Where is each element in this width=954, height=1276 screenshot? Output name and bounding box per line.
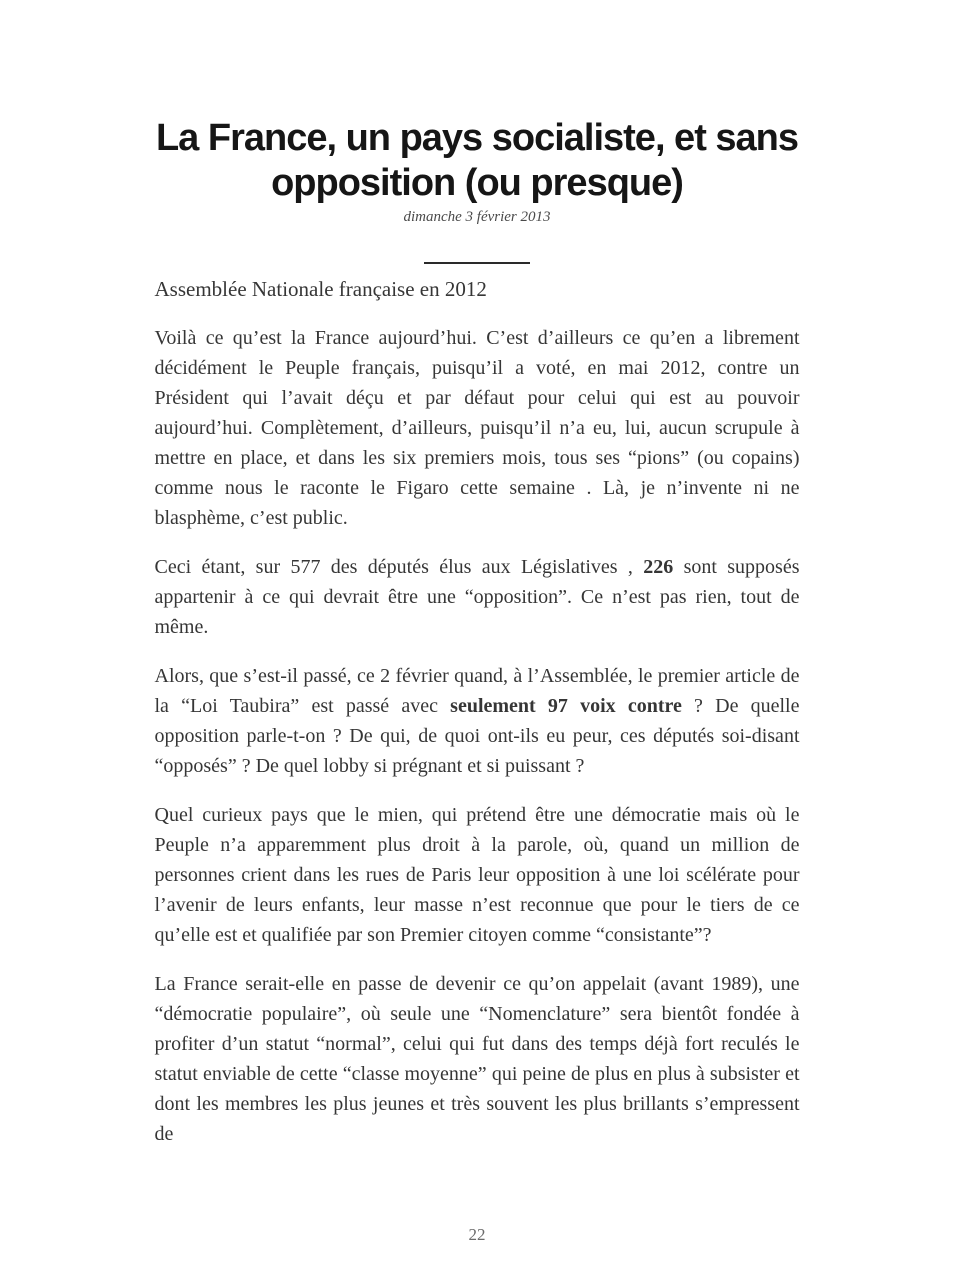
body-text: Quel curieux pays que le mien, qui prétend être une démocratie mais où le Peuple n’a apparemment plus droit à la parole, où, quand un million de personnes crient dans les rues de Paris leur opposition à une loi scélérate pour l’avenir de leurs enfants, leur masse n’est reconnue que pour le tiers de ce qu’elle est et qualifiée par son Premier citoyen comme “consistante”? (154, 803, 800, 946)
paragraph (155, 323, 800, 533)
paragraph (155, 661, 800, 781)
date-line: dimanche 3 février 2013 (403, 208, 551, 225)
body-text: Alors, que s’est-il passé, ce 2 février quand, à l’Assemblée, le premier article de la “Loi Taubira” est passé avec (154, 664, 800, 717)
paragraph (155, 552, 800, 642)
body-text: ? De quelle opposition parle-t-on ? De qui, de quoi ont-ils eu peur, ces députés soi-disant “opposés” ? De quel lobby si prégnant et si puissant ? (154, 694, 800, 777)
subtitle: Assemblée Nationale française en 2012 (154, 276, 487, 301)
body-text: sont supposés appartenir à ce qui devrait être une “opposition”. Ce n’est pas rien, tout de même. (154, 555, 800, 638)
body-text: La France serait-elle en passe de devenir ce qu’on appelait (avant 1989), une “démocratie populaire”, où seule une “Nomenclature” sera bientôt fondée à profiter d’un statut “normal”, celui qui fut dans des temps déjà fort reculés le statut enviable de cette “classe moyenne” qui peine de plus en plus à subsister et dont les membres les plus jeunes et très souvent les plus brillants s’empressent de (154, 972, 800, 1145)
body-text: Ceci étant, sur 577 des députés élus aux Législatives , (154, 555, 644, 578)
paragraph (155, 969, 800, 1149)
separator-line (424, 262, 530, 264)
body-text: Voilà ce qu’est la France aujourd’hui. C’est d’ailleurs ce qu’en a librement décidément le Peuple français, puisqu’il a voté, en mai 2012, contre un Président qui l’avait déçu et par défaut pour celui qui est au pouvoir aujourd’hui. Complètement, d’ailleurs, puisqu’il n’a eu, lui, aucun scrupule à mettre en place, et dans les six premiers mois, tous ses “pions” (ou copains) comme nous le raconte le Figaro cette semaine . Là, je n’invente ni ne blasphème, c’est public. (154, 326, 800, 529)
bold-text: seulement 97 voix contre (450, 694, 682, 717)
body-paragraphs (155, 323, 800, 1149)
bold-text: 226 (643, 555, 674, 578)
paragraph (155, 800, 800, 950)
page-number: 22 (468, 1225, 486, 1244)
page-title: La France, un pays socialiste, et sans opposition (ou presque) (155, 117, 799, 204)
